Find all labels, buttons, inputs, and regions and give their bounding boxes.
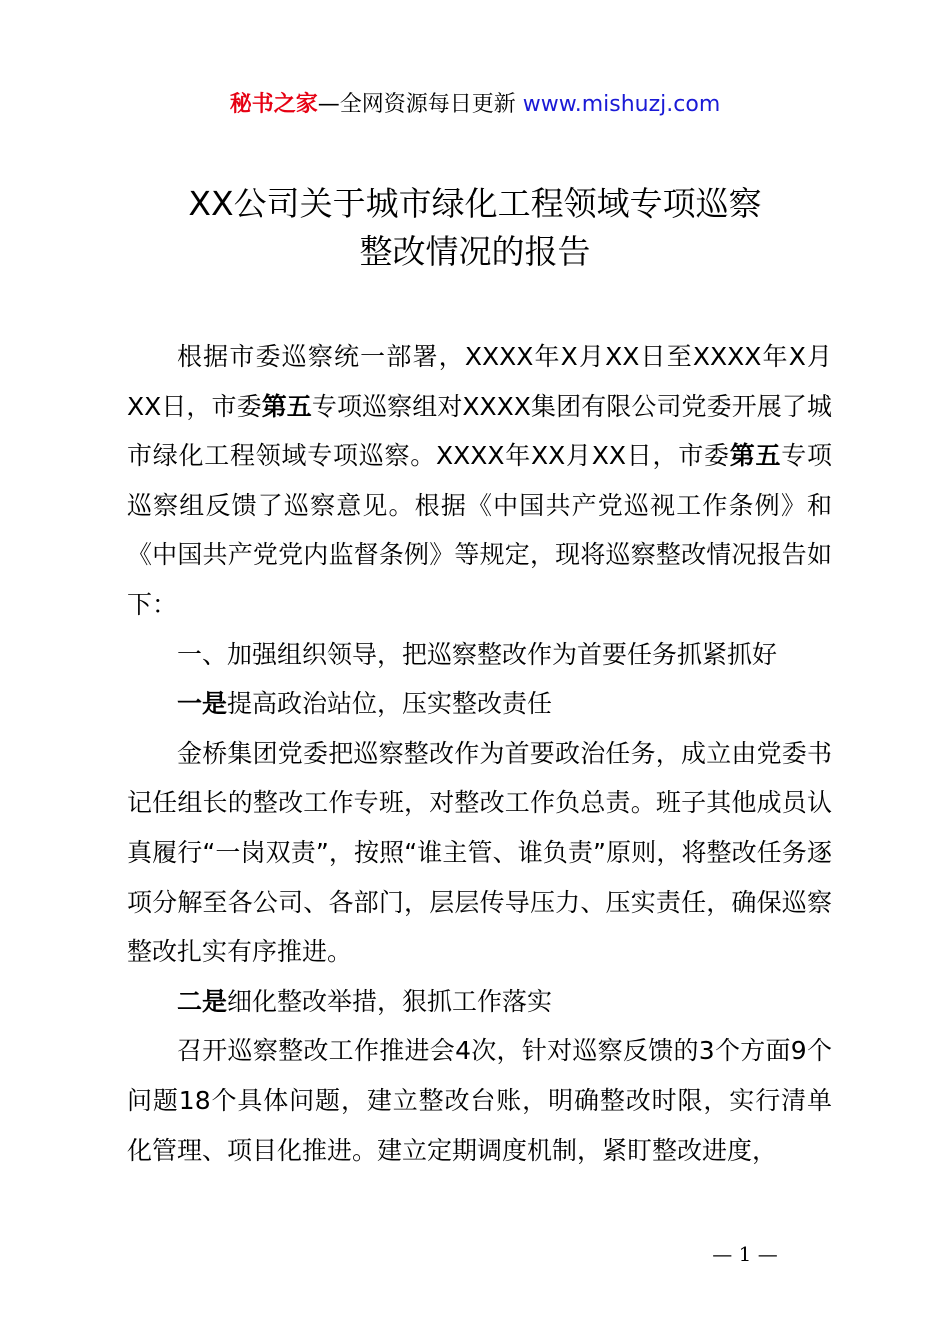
intro-text-1: 根据市委巡察统一部署，XXXX年X月XX日至XXXX年X月XX日，市委 — [127, 342, 832, 421]
site-banner — [0, 88, 950, 122]
document-body — [127, 332, 832, 1175]
page-number: — 1 — — [712, 1242, 778, 1266]
point-2-title: 细化整改举措，狠抓工作落实 — [227, 986, 553, 1016]
title-line-2: 整改情况的报告 — [359, 232, 591, 271]
brand-name: 秘书之家 — [229, 92, 318, 117]
point-1-title: 提高政治站位，压实整改责任 — [227, 689, 553, 719]
document-title — [0, 180, 950, 276]
point-2-body: 召开巡察整改工作推进会4次，针对巡察反馈的3个方面9个问题18个具体问题，建立整改台账，明确整改时限，实行清单化管理、项目化推进。建立定期调度机制，紧盯整改进度， — [127, 1036, 832, 1165]
point-2-lead: 二是 — [177, 986, 228, 1016]
section-heading-1: 一、加强组织领导，把巡察整改作为首要任务抓紧抓好 — [177, 639, 778, 669]
intro-text-2: 专项巡察组对XXXX集团有限公司党委开展了城市绿化工程领域专项巡察。XXXX年XX月XX日，市委 — [127, 391, 832, 471]
intro-bold-2: 第五 — [729, 441, 782, 471]
site-url-link[interactable]: www.mishuzj.com — [522, 92, 721, 117]
point-1-body: 金桥集团党委把巡察整改作为首要政治任务，成立由党委书记任组长的整改工作专班，对整改工作负总责。班子其他成员认真履行“一岗双责”，按照“谁主管、谁负责”原则，将整改任务逐项分解至各公司、各部门，层层传导压力、压实责任，确保巡察整改扎实有序推进。 — [127, 738, 832, 967]
point-2-heading — [127, 977, 832, 1027]
intro-bold-1: 第五 — [261, 391, 312, 421]
point-1-lead: 一是 — [177, 689, 228, 719]
title-line-1: XX公司关于城市绿化工程领域专项巡察 — [188, 184, 762, 223]
banner-tagline: —全网资源每日更新 — [317, 92, 516, 117]
intro-paragraph — [127, 332, 832, 630]
intro-text-3: 专项巡察组反馈了巡察意见。根据《中国共产党巡视工作条例》和《中国共产党党内监督条例》等规定，现将巡察整改情况报告如下： — [127, 441, 832, 619]
point-1-heading — [127, 679, 832, 729]
